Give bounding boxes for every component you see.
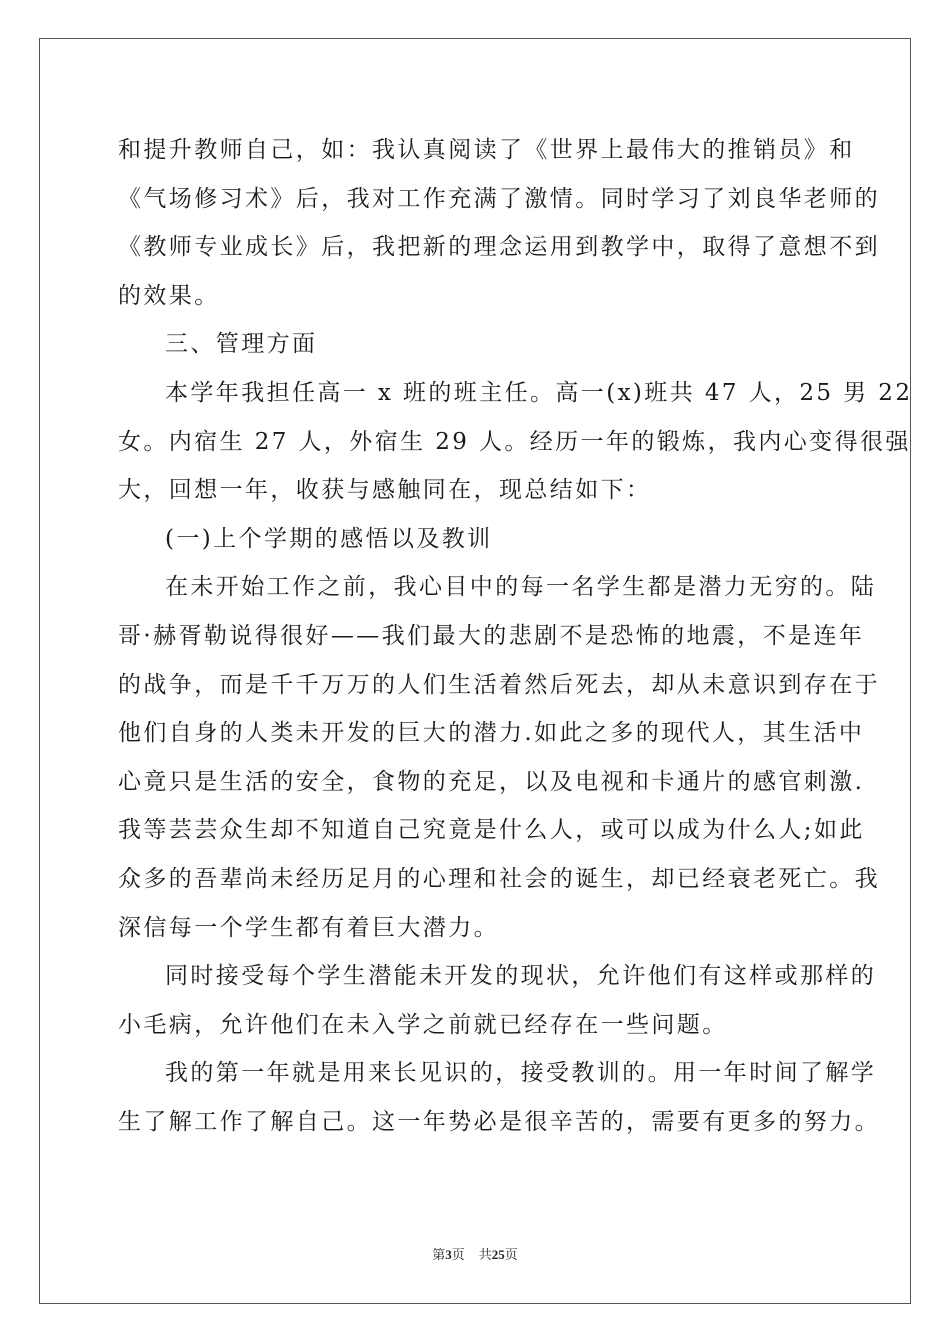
text-line: 的效果。 bbox=[118, 282, 220, 309]
text-line: 众多的吾辈尚未经历足月的心理和社会的诞生，却已经衰老死亡。我 bbox=[118, 865, 880, 892]
text-line: 深信每一个学生都有着巨大潜力。 bbox=[118, 914, 499, 941]
text-line: 他们自身的人类未开发的巨大的潜力.如此之多的现代人，其生活中 bbox=[118, 720, 865, 747]
text-line: 生了解工作了解自己。这一年势必是很辛苦的，需要有更多的努力。 bbox=[118, 1108, 880, 1135]
text-line: 在未开始工作之前，我心目中的每一名学生都是潜力无穷的。陆 bbox=[165, 574, 877, 601]
total-prefix: 共 bbox=[478, 1247, 492, 1262]
total-pages: 25 bbox=[491, 1247, 505, 1262]
text-line: 同时接受每个学生潜能未开发的现状，允许他们有这样或那样的 bbox=[165, 963, 877, 990]
text-line: 心竟只是生活的安全，食物的充足，以及电视和卡通片的感官刺激. bbox=[118, 768, 865, 795]
page-footer bbox=[0, 1244, 950, 1263]
paragraph bbox=[118, 1049, 880, 1146]
paragraph bbox=[118, 126, 880, 320]
text-line: 小毛病，允许他们在未入学之前就已经存在一些问题。 bbox=[118, 1011, 728, 1038]
total-suffix: 页 bbox=[504, 1247, 518, 1262]
paragraph bbox=[118, 952, 877, 1049]
text-line: 本学年我担任高一 x 班的班主任。高一(x)班共 47 人，25 男 22 bbox=[165, 379, 913, 406]
text-line: 和提升教师自己，如：我认真阅读了《世界上最伟大的推销员》和 bbox=[118, 137, 855, 163]
text-line: 《教师专业成长》后，我把新的理念运用到教学中，取得了意想不到 bbox=[118, 234, 880, 261]
text-line: 哥·赫胥勒说得很好——我们最大的悲剧不是恐怖的地震，不是连年 bbox=[118, 622, 865, 649]
paragraph bbox=[118, 369, 913, 515]
text-line: 女。内宿生 27 人，外宿生 29 人。经历一年的锻炼，我内心变得很强 bbox=[118, 428, 911, 455]
page-prefix: 第 bbox=[432, 1247, 446, 1262]
subsection-heading bbox=[118, 515, 836, 564]
heading-text: (一)上个学期的感悟以及教训 bbox=[165, 525, 493, 552]
page-suffix: 页 bbox=[451, 1247, 465, 1262]
document-body bbox=[118, 126, 913, 1146]
page-number: 3 bbox=[445, 1247, 452, 1262]
text-line: 的战争，而是千千万万的人们生活着然后死去，却从未意识到存在于 bbox=[118, 671, 880, 698]
text-line: 《气场修习术》后，我对工作充满了激情。同时学习了刘良华老师的 bbox=[118, 185, 880, 212]
text-line: 我等芸芸众生却不知道自己究竟是什么人，或可以成为什么人;如此 bbox=[118, 817, 865, 844]
heading-text: 三、管理方面 bbox=[165, 331, 318, 358]
text-line: 我的第一年就是用来长见识的，接受教训的。用一年时间了解学 bbox=[165, 1060, 877, 1087]
section-heading bbox=[118, 320, 836, 369]
paragraph bbox=[118, 563, 880, 952]
text-line: 大，回想一年，收获与感触同在，现总结如下： bbox=[118, 477, 652, 504]
